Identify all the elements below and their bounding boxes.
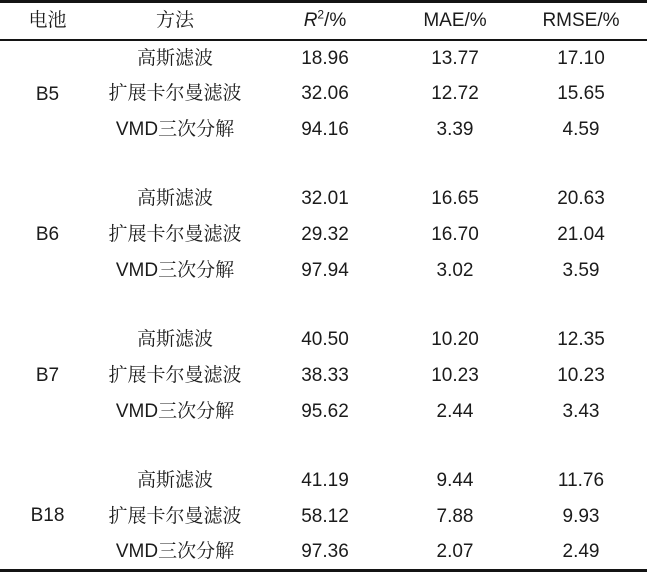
rmse-value: 10.23 <box>557 365 605 386</box>
method-cell: 高斯滤波 <box>136 188 213 209</box>
table-row <box>0 394 647 430</box>
table-row <box>0 322 647 358</box>
r2-value: 41.19 <box>301 470 349 491</box>
r2-value: 32.01 <box>301 188 349 209</box>
battery-label-b18: B18 <box>30 505 65 527</box>
rmse-value: 20.63 <box>557 188 605 209</box>
col-header-r2 <box>255 2 395 40</box>
mae-value: 16.65 <box>431 188 479 209</box>
rmse-value: 3.59 <box>562 260 600 281</box>
col-header-method: 方法 <box>155 10 194 32</box>
r2-value: 40.50 <box>301 329 349 350</box>
method-cell: VMD三次分解 <box>115 401 235 422</box>
mae-value: 13.77 <box>431 47 479 69</box>
method-cell: 扩展卡尔曼滤波 <box>108 224 242 245</box>
rmse-value: 21.04 <box>557 224 605 245</box>
table-row <box>0 358 647 394</box>
method-cell: 扩展卡尔曼滤波 <box>108 83 242 104</box>
r2-value: 32.06 <box>301 83 349 104</box>
method-cell: VMD三次分解 <box>115 119 235 140</box>
method-cell: 高斯滤波 <box>136 47 213 69</box>
table-row <box>0 253 647 289</box>
r2-value: 18.96 <box>301 47 349 69</box>
mae-value: 9.44 <box>436 470 474 491</box>
group-spacer <box>0 148 647 181</box>
table-row <box>0 217 647 253</box>
rmse-value: 3.43 <box>562 401 600 422</box>
table-row <box>0 76 647 112</box>
mae-value: 10.23 <box>431 365 479 386</box>
r2-value: 38.33 <box>301 365 349 386</box>
method-cell: 扩展卡尔曼滤波 <box>108 365 242 386</box>
rmse-value: 9.93 <box>562 506 600 527</box>
table-row <box>0 112 647 148</box>
mae-value: 3.02 <box>436 260 474 281</box>
battery-label-b7: B7 <box>35 365 60 386</box>
col-header-mae: MAE/% <box>423 10 487 32</box>
col-header-battery: 电池 <box>28 10 67 32</box>
rmse-value: 11.76 <box>557 470 605 491</box>
r2-value: 97.36 <box>301 541 349 563</box>
method-cell: 高斯滤波 <box>136 470 213 491</box>
method-cell: VMD三次分解 <box>115 260 235 281</box>
battery-label-b5: B5 <box>35 83 60 105</box>
r2-value: 94.16 <box>301 119 349 140</box>
r2-symbol: R <box>303 10 318 32</box>
rmse-value: 4.59 <box>562 119 600 140</box>
table-row <box>0 40 647 76</box>
table-row <box>0 463 647 499</box>
mae-value: 2.44 <box>436 401 474 422</box>
col-header-rmse: RMSE/% <box>542 10 620 32</box>
r2-unit: /% <box>324 10 347 32</box>
mae-value: 12.72 <box>431 83 479 104</box>
rmse-value: 15.65 <box>557 83 605 104</box>
mae-value: 7.88 <box>436 506 474 527</box>
method-cell: 高斯滤波 <box>136 329 213 350</box>
group-spacer <box>0 289 647 322</box>
mae-value: 2.07 <box>436 541 474 563</box>
r2-superscript: 2 <box>317 7 325 22</box>
rmse-value: 2.49 <box>562 541 600 563</box>
r2-value: 29.32 <box>301 224 349 245</box>
r2-value: 58.12 <box>301 506 349 527</box>
method-cell: VMD三次分解 <box>115 541 235 563</box>
rmse-value: 17.10 <box>557 47 605 69</box>
mae-value: 16.70 <box>431 224 479 245</box>
battery-label-b6: B6 <box>35 224 60 245</box>
mae-value: 3.39 <box>436 119 474 140</box>
table-row <box>0 535 647 571</box>
table-row <box>0 181 647 217</box>
mae-value: 10.20 <box>431 329 479 350</box>
method-cell: 扩展卡尔曼滤波 <box>108 506 242 527</box>
header-row <box>0 2 647 40</box>
group-spacer <box>0 430 647 463</box>
r2-value: 95.62 <box>301 401 349 422</box>
table-row <box>0 499 647 535</box>
rmse-value: 12.35 <box>557 329 605 350</box>
r2-value: 97.94 <box>301 260 349 281</box>
